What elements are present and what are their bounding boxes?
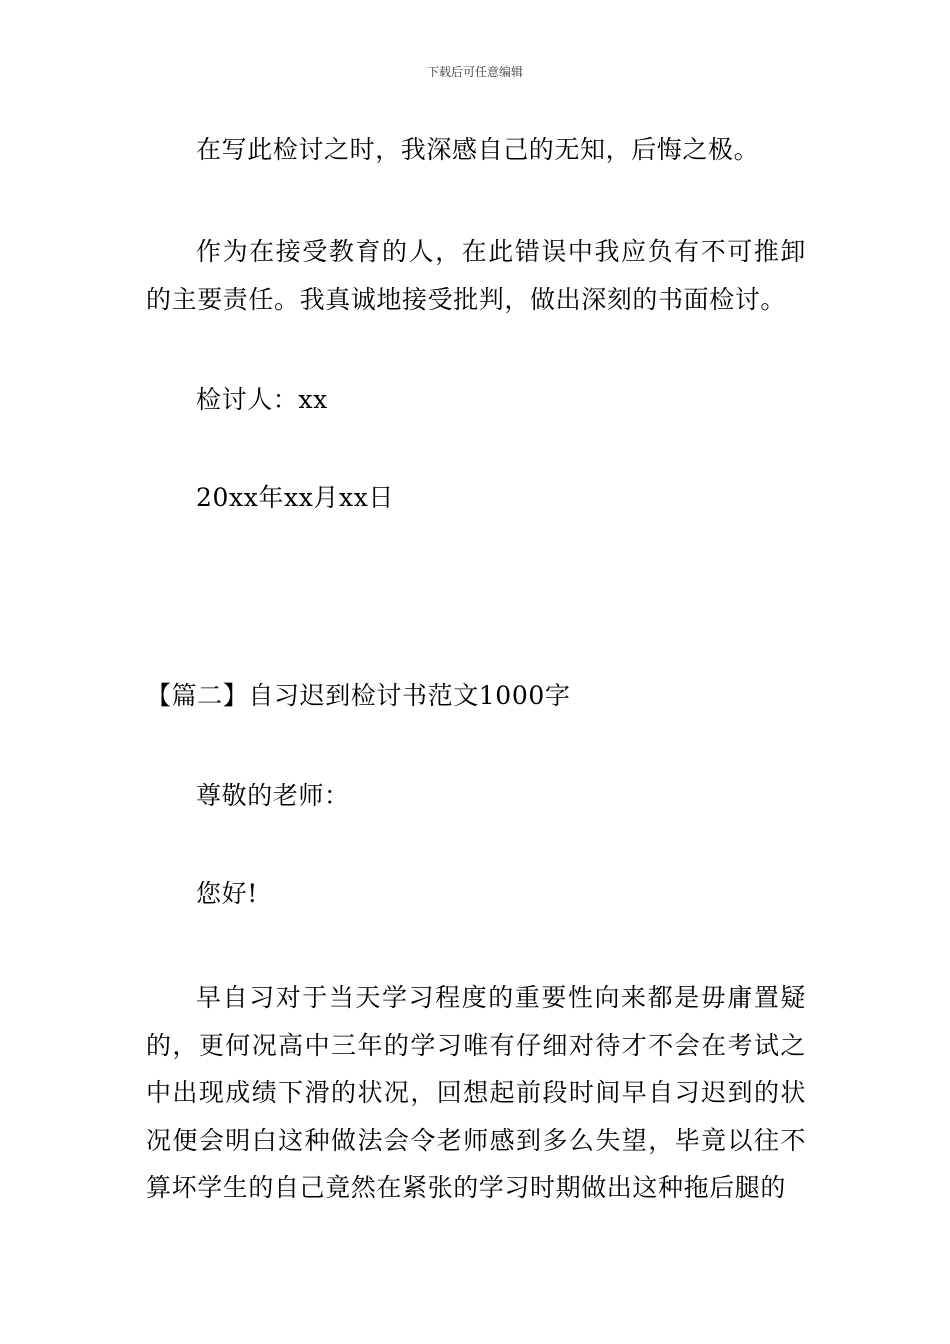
page-header: 下载后可任意编辑 — [426, 65, 523, 79]
salutation: 尊敬的老师： — [196, 781, 350, 810]
signature-line: 检讨人：xx — [196, 385, 328, 414]
paragraph-1: 在写此检讨之时，我深感自己的无知，后悔之极。 — [196, 135, 760, 164]
paragraph-2: 作为在接受教育的人，在此错误中我应负有不可推卸的主要责任。我真诚地接受批判，做出深刻的书面检讨。 — [146, 237, 806, 314]
section-title: 【篇二】自习迟到检讨书范文1000字 — [146, 681, 571, 710]
greeting: 您好! — [196, 879, 258, 908]
paragraph-3: 早自习对于当天学习程度的重要性向来都是毋庸置疑的，更何况高中三年的学习唯有仔细对待才不会在考试之中出现成绩下滑的状况，回想起前段时间早自习迟到的状况便会明白这种做法会令老师感到多么失望，毕竟以往不算坏学生的自己竟然在紧张的学习时期做出这种拖后腿的 — [146, 983, 806, 1203]
date-line: 20xx年xx月xx日 — [196, 483, 395, 512]
